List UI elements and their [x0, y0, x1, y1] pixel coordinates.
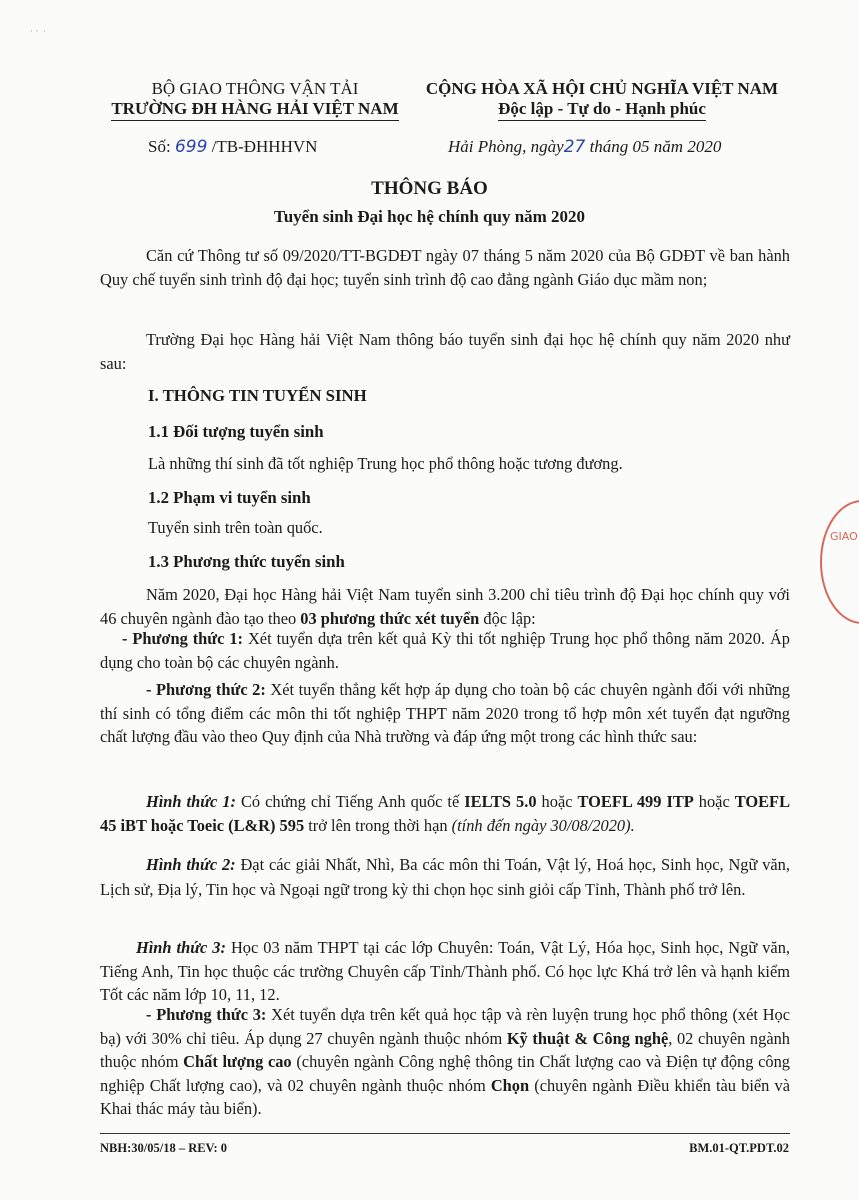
handwritten-day: 27 — [563, 137, 586, 157]
section-1-2-heading: 1.2 Phạm vi tuyển sinh — [148, 488, 311, 507]
ministry-name: BỘ GIAO THÔNG VẬN TẢI — [151, 79, 359, 98]
section-1-1-heading: 1.1 Đối tượng tuyển sinh — [148, 422, 324, 441]
scan-specks: ⋅ ⋅ ⋅ — [30, 26, 46, 36]
method-2: - Phương thức 2: Xét tuyển thẳng kết hợp áp dụng cho toàn bộ các chuyên ngành đối với những thí sinh có tổng điểm các môn thi tốt nghiệp THPT năm 2020 trong tổ hợp môn xét tuyển đạt ngưỡng chất lượng đầu vào theo Quy định của Nhà trường và đáp ứng một trong các hình thức sau: — [100, 680, 790, 746]
section-1-3-paragraph: Năm 2020, Đại học Hàng hải Việt Nam tuyển sinh 3.200 chỉ tiêu trình độ Đại học chính quy với 46 chuyên ngành đào tạo theo 03 phương thức xét tuyển độc lập: — [100, 585, 790, 628]
footer-revision: NBH:30/05/18 – REV: 0 — [100, 1141, 227, 1155]
footer-divider — [100, 1133, 790, 1134]
doc-title: THÔNG BÁO — [371, 178, 488, 199]
handwritten-number: 699 — [174, 137, 208, 157]
section-1-2-text: Tuyển sinh trên toàn quốc. — [148, 518, 323, 537]
section-1-1-text: Là những thí sinh đã tốt nghiệp Trung học phổ thông hoặc tương đương. — [148, 454, 623, 473]
section-1-3-heading: 1.3 Phương thức tuyển sinh — [148, 552, 345, 571]
document-date: Hải Phòng, ngày27 tháng 05 năm 2020 — [448, 137, 722, 157]
header-right — [412, 79, 792, 121]
stamp-text: GIAO — [830, 530, 858, 543]
document-number: Số: 699 /TB-ĐHHHVN — [148, 137, 318, 157]
intro-paragraph-2: Trường Đại học Hàng hải Việt Nam thông báo tuyển sinh đại học hệ chính quy năm 2020 như sau: — [100, 330, 790, 373]
nation-name: CỘNG HÒA XÃ HỘI CHỦ NGHĨA VIỆT NAM — [425, 79, 779, 98]
school-name: TRƯỜNG ĐH HÀNG HẢI VIỆT NAM — [100, 99, 410, 121]
motto: Độc lập - Tự do - Hạnh phúc — [412, 99, 792, 121]
doc-subtitle: Tuyển sinh Đại học hệ chính quy năm 2020 — [273, 207, 586, 226]
header-left — [100, 79, 410, 121]
form-3: Hình thức 3: Học 03 năm THPT tại các lớp Chuyên: Toán, Vật Lý, Hóa học, Sinh học, Ngữ văn, Tiếng Anh, Tin học thuộc các trường Chuyên cấp Tỉnh/Thành phố. Có học lực Khá trở lên và hạnh kiểm Tốt các năm lớp 10, 11, 12. — [100, 938, 790, 1004]
intro-paragraph-1: Căn cứ Thông tư số 09/2020/TT-BGDĐT ngày 07 tháng 5 năm 2020 của Bộ GDĐT về ban hành Quy chế tuyển sinh trình độ đại học; tuyển sinh trình độ cao đẳng ngành Giáo dục mầm non; — [100, 246, 790, 289]
red-seal-stamp — [820, 500, 859, 624]
form-2: Hình thức 2: Đạt các giải Nhất, Nhì, Ba các môn thi Toán, Vật lý, Hoá học, Sinh học, Ngữ văn, Lịch sử, Địa lý, Tin học và Ngoại ngữ trong kỳ thi chọn học sinh giỏi cấp Tỉnh, Thành phố trở lên. — [100, 855, 790, 899]
method-1: - Phương thức 1: Xét tuyển dựa trên kết quả Kỳ thi tốt nghiệp Trung học phổ thông năm 2020. Áp dụng cho toàn bộ các chuyên ngành. — [100, 629, 790, 672]
footer-form-code: BM.01-QT.PDT.02 — [689, 1141, 789, 1155]
section-1-heading: I. THÔNG TIN TUYỂN SINH — [148, 386, 367, 405]
method-3: - Phương thức 3: Xét tuyển dựa trên kết quả học tập và rèn luyện trung học phổ thông (xét Học bạ) với 30% chỉ tiêu. Áp dụng 27 chuyên ngành thuộc nhóm Kỹ thuật & Công nghệ, 02 chuyên ngành thuộc nhóm Chất lượng cao (chuyên ngành Công nghệ thông tin Chất lượng cao và Điện tự động công nghiệp Chất lượng cao), và 02 chuyên ngành thuộc nhóm Chọn (chuyên ngành Điều khiển tàu biển và Khai thác máy tàu biển). — [100, 1005, 790, 1118]
form-1: Hình thức 1: Có chứng chỉ Tiếng Anh quốc tế IELTS 5.0 hoặc TOEFL 499 ITP hoặc TOEFL 45 iBT hoặc Toeic (L&R) 595 trở lên trong thời hạn (tính đến ngày 30/08/2020). — [100, 792, 790, 835]
